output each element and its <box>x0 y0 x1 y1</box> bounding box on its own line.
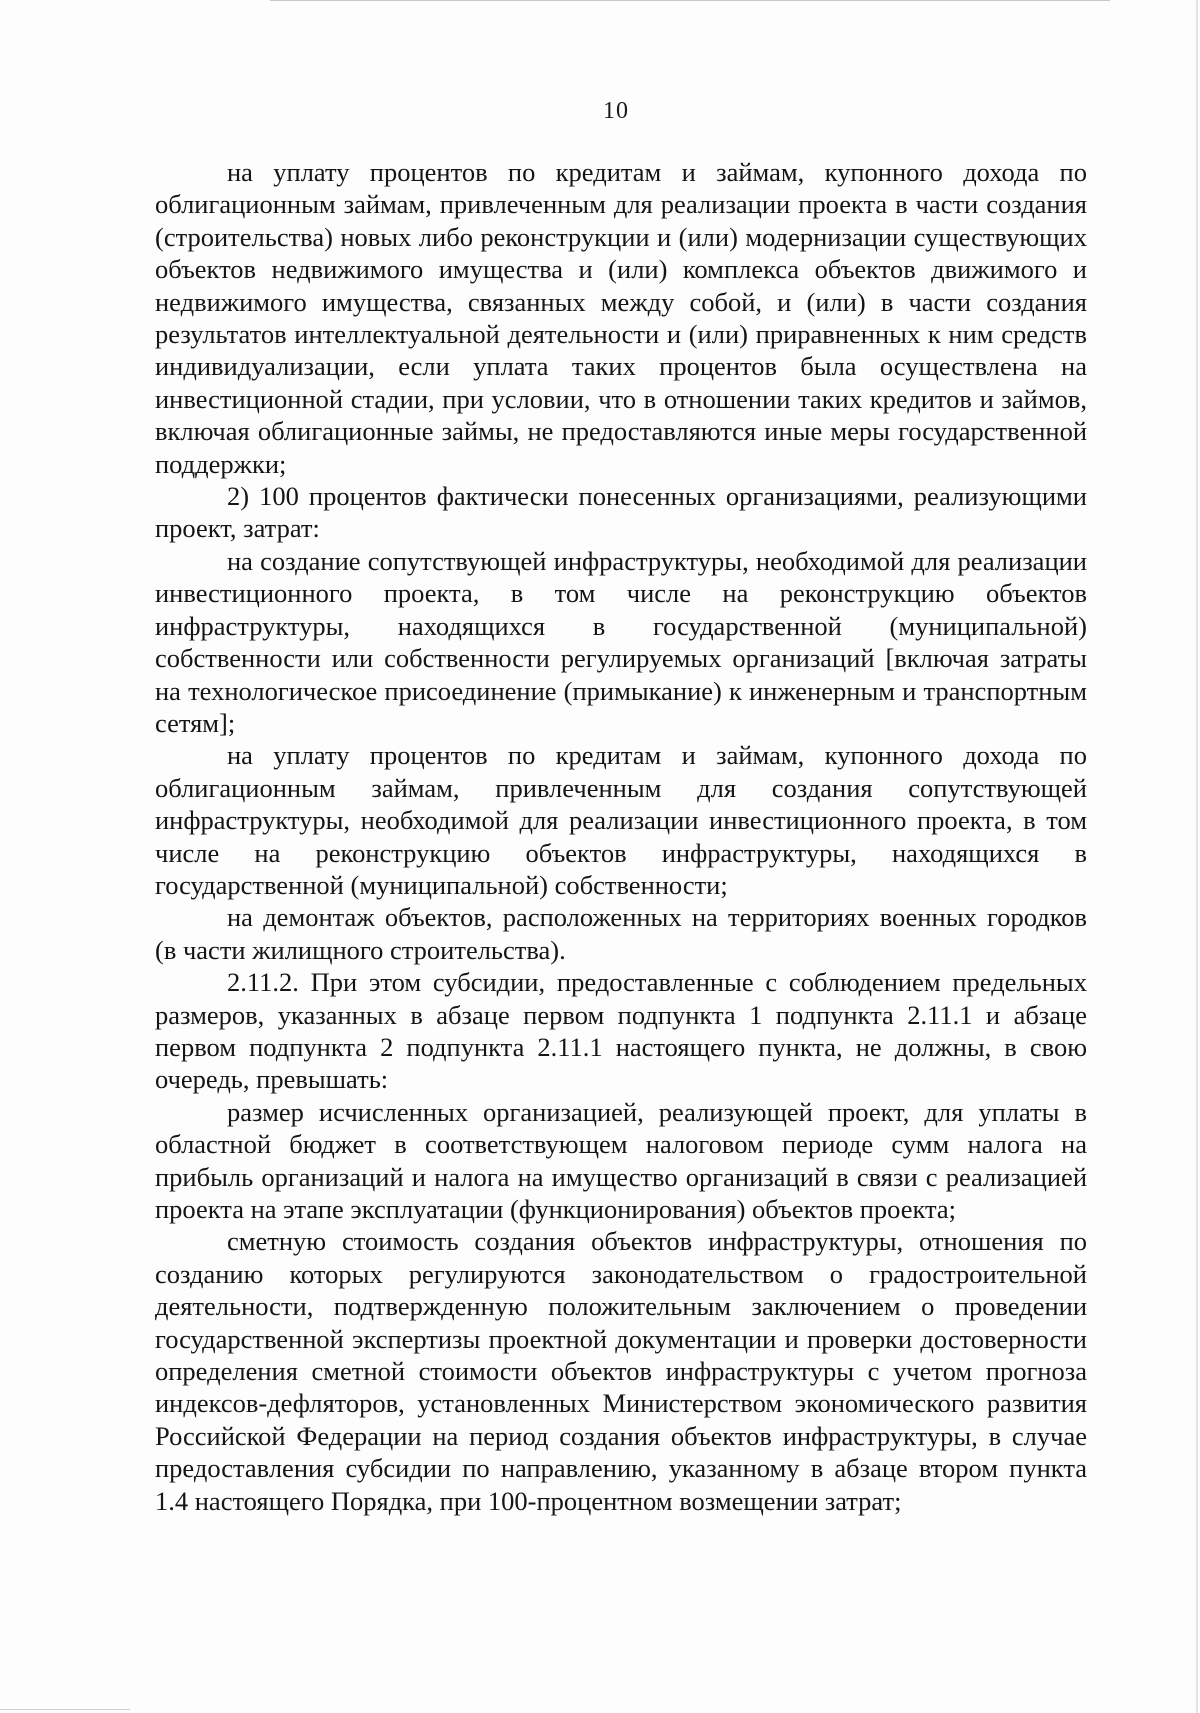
paragraph: 2.11.2. При этом субсидии, предоставленные с соблюдением предельных размеров, указанных в абзаце первом подпункта 1 подпункта 2.11.1 и абзаце первом подпункта 2 подпункта 2.11.1 настоящего пункта, не должны, в свою очередь, превышать: <box>155 967 1087 1095</box>
scan-edge-top <box>270 0 1110 1</box>
paragraph: 2) 100 процентов фактически понесенных организациями, реализующими проект, затрат: <box>155 481 1087 544</box>
scan-edge-right <box>1196 0 1198 1713</box>
paragraph: сметную стоимость создания объектов инфраструктуры, отношения по созданию которых регулируются законодательством о градостроительной деятельности, подтвержденную положительным заключением о проведении государственной экспертизы проектной документации и проверки достоверности определения сметной стоимости объектов инфраструктуры с учетом прогноза индексов-дефляторов, установленных Министерством экономического развития Российской Федерации на период создания объектов инфраструктуры, в случае предоставления субсидии по направлению, указанному в абзаце втором пункта 1.4 настоящего Порядка, при 100-процентном возмещении затрат; <box>155 1226 1087 1516</box>
paragraph: на создание сопутствующей инфраструктуры, необходимой для реализации инвестиционного проекта, в том числе на реконструкцию объектов инфраструктуры, находящихся в государственной (муниципальной) собственности или собственности регулируемых организаций [включая затраты на технологическое присоединение (примыкание) к инженерным и транспортным сетям]; <box>155 545 1087 738</box>
paragraph: на уплату процентов по кредитам и займам, купонного дохода по облигационным займам, привлеченным для создания сопутствующей инфраструктуры, необходимой для реализации инвестиционного проекта, в том числе на реконструкцию объектов инфраструктуры, находящихся в государственной (муниципальной) собственности; <box>155 740 1087 900</box>
paragraph: размер исчисленных организацией, реализующей проект, для уплаты в областной бюджет в соответствующем налоговом периоде сумм налога на прибыль организаций и налога на имущество организаций в связи с реализацией проекта на этапе эксплуатации (функционирования) объектов проекта; <box>155 1096 1087 1224</box>
scan-edge-bottom <box>0 1709 130 1710</box>
document-body <box>155 156 1087 1517</box>
page-number: 10 <box>603 98 629 124</box>
paragraph: на уплату процентов по кредитам и займам, купонного дохода по облигационным займам, привлеченным для реализации проекта в части создания (строительства) новых либо реконструкции и (или) модернизации существующих объектов недвижимого имущества и (или) комплекса объектов движимого и недвижимого имущества, связанных между собой, и (или) в части создания результатов интеллектуальной деятельности и (или) приравненных к ним средств индивидуализации, если уплата таких процентов была осуществлена на инвестиционной стадии, при условии, что в отношении таких кредитов и займов, включая облигационные займы, не предоставляются иные меры государственной поддержки; <box>155 157 1087 479</box>
paragraph: на демонтаж объектов, расположенных на территориях военных городков (в части жилищного строительства). <box>155 902 1087 965</box>
